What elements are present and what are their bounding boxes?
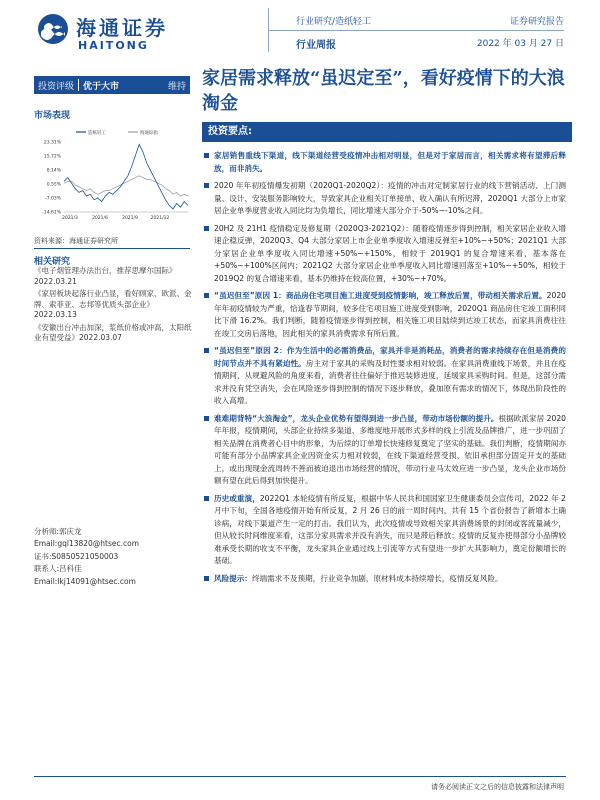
y-tick-label: 23.31% — [43, 140, 61, 146]
bullet-icon — [204, 183, 209, 188]
rating-label: 投资评级 — [38, 81, 75, 92]
footer-disclaimer[interactable]: 请务必阅读正文之后的信息披露和法律声明 — [431, 783, 564, 791]
key-point-paragraph — [204, 573, 566, 586]
key-point-paragraph — [204, 345, 566, 408]
bullet-icon — [204, 496, 209, 501]
related-research-list — [34, 266, 194, 346]
page-header — [0, 0, 600, 60]
doc-type: 证券研究报告 — [509, 17, 564, 27]
y-tick-label: -14.61% — [42, 210, 61, 216]
x-tick-label: 2021/6 — [92, 216, 108, 221]
header-divider — [268, 30, 564, 31]
bullet-icon — [204, 416, 209, 421]
key-point-text: 终端需求不及预期，行业竞争加剧，原材料成本持续增长，疫情反复风险。 — [251, 573, 503, 583]
market-performance-title: 市场表现 — [34, 111, 71, 121]
contact-email[interactable]: Email:lkj14091@htsec.com — [34, 576, 136, 586]
key-point-highlight: 历史或重演， — [214, 493, 260, 503]
y-tick-label: 8.14% — [46, 168, 61, 174]
key-point-text: 2020 年年初疫情较为严重，恰逢春节期间，较多住宅项目施工进度受到影响，2020Q1 商品房住宅竣工面积同比下滑 16.2%。我们判断，随着疫情逐步得到控制，相关施工项目陆续到达竣工状态，而家具消费往往在竣工交房后落地，因此相关的家具消费需求有所后置。 — [214, 291, 566, 338]
chart-legend — [76, 129, 158, 136]
list-item[interactable]: 《电子烟管理办法出台，推荐思摩尔国际》2022.03.21 — [34, 266, 177, 286]
list-item[interactable]: 《安徽出台冲击加深，浆纸价格或冲高，太阳纸业有望受益》2022.03.07 — [34, 322, 192, 342]
x-tick-label: 2021/3 — [62, 216, 78, 221]
chart-y-axis — [42, 140, 62, 216]
analyst-cert: 证书:S0850521050003 — [34, 551, 119, 561]
footer-divider — [34, 776, 566, 777]
logo-text-cn: 海通证券 — [76, 16, 168, 40]
bullet-icon — [204, 226, 209, 231]
key-points-body — [204, 150, 566, 590]
analyst-name: 分析师:郭庆龙 — [34, 527, 82, 536]
market-performance-chart — [34, 126, 190, 222]
investment-rating — [34, 76, 190, 94]
key-point-highlight: “虽迟但至”原因 2：作为生活中的必需消费品，家具并非是消耗品，消费者的需求持续存在但是消费的时间节点并不具有紧迫性。 — [214, 346, 566, 368]
report-type: 行业周报 — [296, 40, 336, 51]
legend-label: 海通综指 — [140, 131, 158, 136]
rating-value: 优于大市 — [83, 81, 120, 92]
related-research-title: 相关研究 — [34, 257, 71, 267]
key-point-text: 20H2 及 21H1 疫情稳定及修复期（2020Q3-2021Q2）：随着疫情逐步得到控制，相关家居企业收入增速企稳反弹，2020Q3、Q4 大部分家居上市企业单季度收入增速反弹至+10%~+50%；2021Q1 大部分家居企业单季度收入同比增速+50%~+150%，相较于 2019Q1 的复合增速来看，基本落在+50%~+100%区间内；2021Q2 大部分家居企业单季度收入同比增速回落至+10%~+50%，相较于 2019Q2 的复合增速来看，基本仍维持在较高位置，+30%~+70%。 — [214, 223, 566, 283]
y-tick-label: -7.03% — [45, 196, 61, 202]
bullet-icon — [204, 153, 209, 158]
x-tick-label: 2021/9 — [122, 216, 138, 221]
y-tick-label: 15.72% — [43, 154, 61, 160]
bullet-icon — [204, 576, 209, 581]
bullet-icon — [204, 293, 209, 298]
sidebar-divider — [34, 248, 190, 249]
logo-text-en: HAITONG — [78, 39, 149, 52]
key-point-paragraph — [204, 223, 566, 286]
key-points-header: 投资要点: — [202, 122, 572, 142]
contact-name: 联系人:吕科佳 — [34, 564, 82, 574]
key-point-paragraph — [204, 290, 566, 340]
legend-label: 造纸轻工 — [88, 131, 106, 136]
haitong-logo-icon — [36, 12, 70, 46]
key-point-paragraph — [204, 180, 566, 218]
key-point-text: 房主对于家具的采购及时性要求相对较弱。在家具消费重线下场景，并且在疫情期间，从规避风险的角度来看，消费者往往偏好于推迟装修进度，延缓家具采购时间。但是，这部分需求并没有凭空消失，会在风险逐步得到控制的情况下逐步释放，叠加原有需求的情况下，体现出阶段性的收入高增。 — [214, 358, 566, 405]
key-point-paragraph — [204, 493, 566, 568]
key-point-highlight: 家居销售重线下渠道，线下渠道经营受疫情冲击相对明显，但是对于家居而言，相关需求将有望滞后释放，而非消失。 — [214, 151, 566, 173]
chart-x-axis — [62, 215, 169, 221]
report-category: 行业研究/造纸轻工 — [296, 17, 372, 27]
y-tick-label: 0.55% — [46, 182, 61, 188]
series-line-paper-light — [64, 144, 188, 209]
chart-source: 资料来源：海通证券研究所 — [34, 237, 118, 245]
key-point-highlight: 风险提示： — [214, 573, 252, 583]
report-title: 家居需求释放“虽迟定至”，看好疫情下的大浪淘金 — [202, 68, 565, 114]
analyst-info — [34, 526, 194, 588]
key-point-paragraph — [204, 413, 566, 488]
list-item[interactable]: 《家居板块起落行业凸显，看好顾家、欧派、金牌、索菲亚、志邦等优质头部企业》2022.03.13 — [34, 289, 192, 319]
x-tick-label: 2021/12 — [150, 216, 170, 221]
key-point-highlight: “虽迟但至”原因 1：商品房住宅项目施工进度受到疫情影响，竣工释放后置，带动相关需求后置。 — [214, 291, 547, 300]
key-point-text: 2020 年年初疫情爆发初期（2020Q1-2020Q2）：疫情的冲击对定制家居行业的线下营销活动、上门测量、设计、安装服务影响较大，导致家具企业相关订单接单、收入确认有所迟滞，2020Q1 大部分上市家居企业单季度营业收入同比均为负增长，同比增速大部分介于-50%~-10%之间。 — [214, 181, 566, 215]
key-point-text: 2022Q1 本轮疫情有所反复，根据中华人民共和国国家卫生健康委员会宣传司，2022 年 2 月中下旬，全国各地疫情开始有所反复，2 月 26 日的前一周时间内，共有 15 个省份报告了新增本土确诊病，对线下渠道产生一定的打击。我们认为，此次疫情或导致相关家具消费场景的封闭或客流量减少，但从较长时间维度来看，这部分家具需求并没有消失，而只是滞后释放；疫情的反复亦使得部分小品牌较难承受长期的收支不平衡，龙头家具企业通过线上引流等方式有望进一步扩大其影响力，奠定份额增长的基础。 — [214, 493, 566, 565]
key-point-text: 根据欧派家居 2020 年年报，疫情期间，头部企业持续多渠道、多维度地开展形式多样的线上引流及品牌推广，进一步巩固了相关品牌在消费者心目中的形象，为后续的订单增长快速修复奠定了坚实的基础。我们判断，疫情期间亦可能有部分小品牌家具企业因资金实力相对较弱，在线下渠道经营受损、依旧承担部分固定开支的基础上，或出现现金流周转不善而被迫退出市场经营的情况，带动行业马太效应进一步凸显，龙头企业市场份额有望在此后得到加快提升。 — [214, 413, 566, 485]
bullet-icon — [204, 348, 209, 353]
key-point-paragraph — [204, 150, 566, 175]
rating-action: 维持 — [167, 81, 186, 92]
report-date: 2022 年 03 月 27 日 — [476, 39, 564, 49]
analyst-email[interactable]: Email:gql13820@htsec.com — [34, 539, 140, 549]
key-point-highlight: 难难期背特“大浪淘金”，龙头企业优势有望得到进一步凸显，带动市场份额的提升。 — [214, 413, 499, 423]
